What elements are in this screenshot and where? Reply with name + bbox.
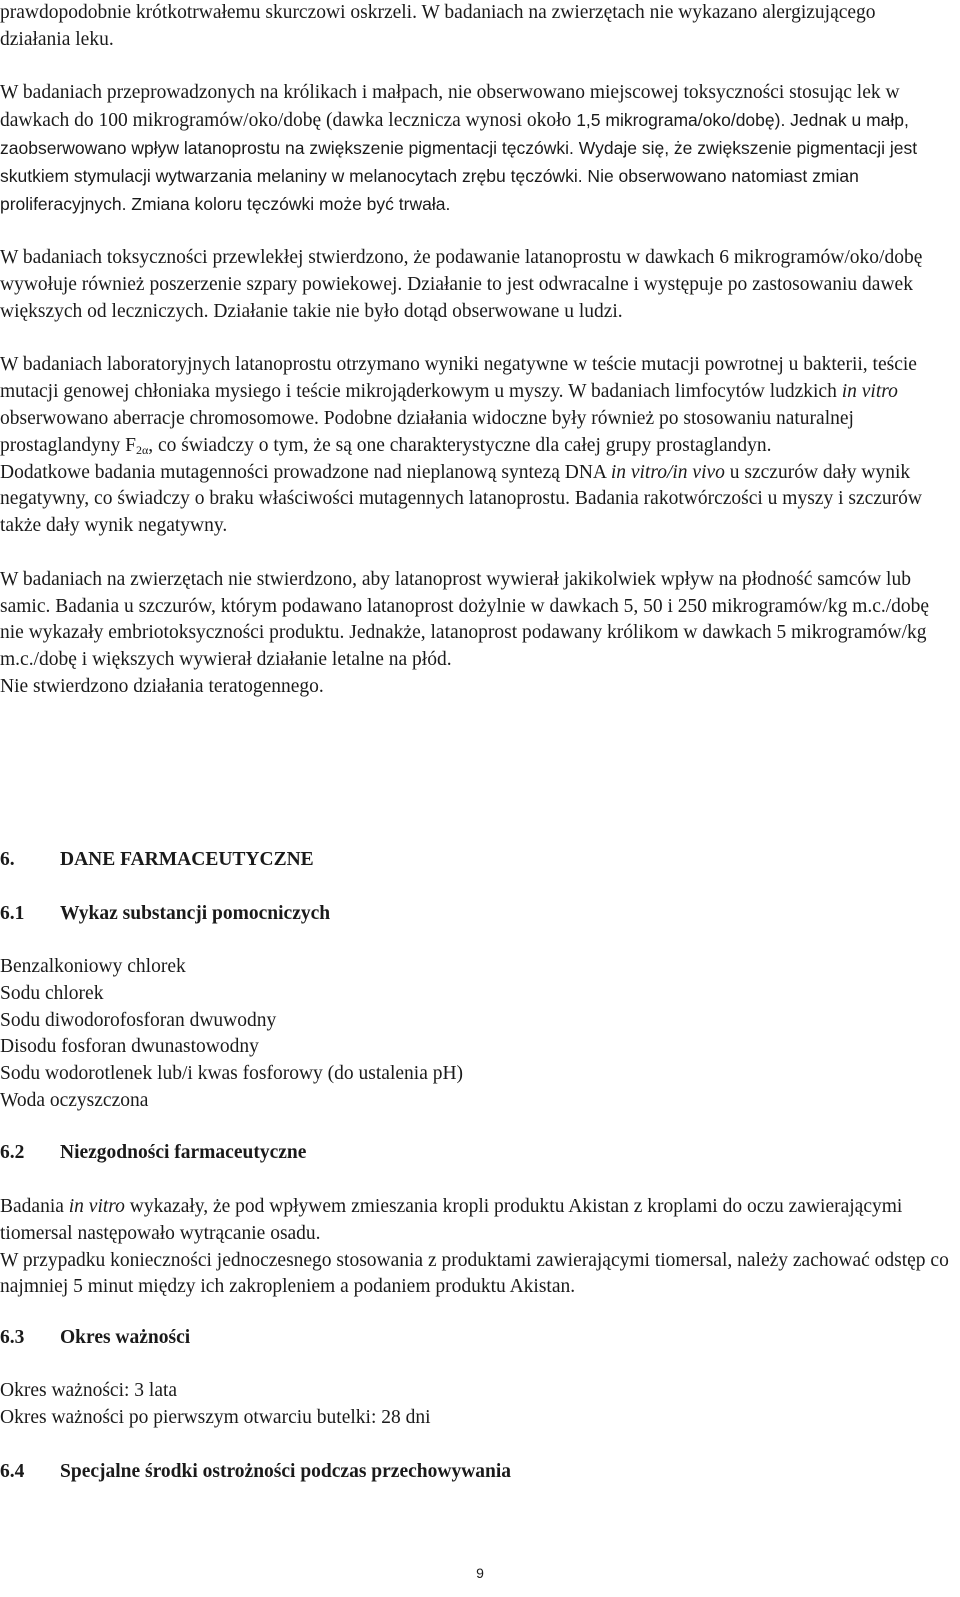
section-6-3-heading — [0, 1325, 950, 1352]
shelf-life-line: Okres ważności: 3 lata — [0, 1380, 178, 1401]
section-6-title: DANE FARMACEUTYCZNE — [60, 849, 314, 870]
section-6-1-title: Wykaz substancji pomocniczych — [60, 903, 331, 924]
section-6-4-heading — [0, 1459, 950, 1486]
paragraph-incompatibility — [0, 1194, 950, 1248]
excipients-list — [0, 954, 950, 1115]
list-item: Sodu wodorotlenek lub/i kwas fosforowy (do ustalenia pH) — [0, 1063, 464, 1085]
section-6-2-heading — [0, 1140, 950, 1167]
section-6-heading — [0, 847, 950, 874]
paragraph-fertility: W badaniach na zwierzętach nie stwierdzono, aby latanoprost wywierał jakikolwiek wpływ na płodność samców lub samic. Badania u szczurów, którym podawano latanoprost dożylnie w dawkach 5, 50 i 250 mikrogramów/kg m.c./dobę nie wykazały embriotoksyczności produktu. Jednakże, latanoprost podawany królikom w dawkach 5 mikrogramów/kg m.c./dobę i większych wywierał działanie letalne na płód. — [0, 568, 930, 671]
page-number: 9 — [476, 1565, 484, 1581]
section-6-3-number: 6.3 — [0, 1327, 25, 1348]
paragraph-thiomersal: W przypadku konieczności jednoczesnego stosowania z produktami zawierającymi tiomersal, należy zachować odstęp co najmniej 5 minut między ich zakropleniem a podaniem produktu Akistan. — [0, 1249, 949, 1298]
paragraph-local-toxicity-part1: W badaniach przeprowadzonych na królikach i małpach, nie obserwowano miejscowej toksyczności stosując lek w dawkach do 100 mikrogramów/oko/dobę (dawka lecznicza wynosi około — [0, 82, 900, 132]
section-6-1-heading — [0, 901, 950, 928]
dna-part2: u szczurów dały wynik negatywny, co świadczy o braku właściwości mutagennych latanoprostu. Badania rakotwórczości u myszy i szczurów także dały wynik negatywny. — [0, 461, 922, 537]
paragraph-chronic-toxicity: W badaniach toksyczności przewlekłej stwierdzono, że podawanie latanoprostu w dawkach 6 mikrogramów/oko/dobę wywołuje również poszerzenie szpary powiekowej. Działanie to jest odwracalne i występuje po zastosowaniu dawek większych od leczniczych. Działanie takie nie było dotąd obserwowane u ludzi. — [0, 247, 923, 322]
shelf-life-opened-line: Okres ważności po pierwszym otwarciu butelki: 28 dni — [0, 1406, 431, 1428]
list-item: Sodu diwodorofosforan dwuwodny — [0, 1009, 277, 1031]
list-item: Sodu chlorek — [0, 982, 104, 1004]
dna-part1: Dodatkowe badania mutagenności prowadzone nad nieplanową syntezą DNA — [0, 461, 611, 483]
section-6-1-number: 6.1 — [0, 903, 25, 924]
section-6-2-number: 6.2 — [0, 1142, 25, 1163]
list-item: Woda oczyszczona — [0, 1089, 149, 1111]
shelf-life-text — [0, 1378, 950, 1432]
list-item: Disodu fosforan dwunastowodny — [0, 1036, 259, 1058]
incompatibilities-text — [0, 1194, 950, 1301]
paragraph-allergy: prawdopodobnie krótkotrwałemu skurczowi oskrzeli. W badaniach na zwierzętach nie wykazano alergizującego działania leku. — [0, 2, 876, 50]
pharmacology-text — [0, 0, 950, 701]
section-6-3-title: Okres ważności — [60, 1327, 191, 1348]
list-item: Benzalkoniowy chlorek — [0, 956, 186, 977]
mutagenicity-subscript: 2α — [135, 442, 149, 457]
paragraph-local-toxicity — [0, 80, 950, 218]
section-6-4-number: 6.4 — [0, 1461, 25, 1482]
mutagenicity-part3: , co świadczy o tym, że są one charakterystyczne dla całej grupy prostaglandyn. — [148, 434, 772, 456]
mutagenicity-italic: in vitro — [841, 381, 898, 403]
incompat-part1: Badania — [0, 1196, 69, 1217]
paragraph-mutagenicity — [0, 352, 950, 459]
paragraph-dna-synthesis — [0, 460, 950, 540]
dna-italic: in vitro/in vivo — [610, 461, 725, 483]
mutagenicity-part2: obserwowano aberracje chromosomowe. Podobne działania widoczne były również po stosowaniu naturalnej prostaglandyny F — [0, 407, 854, 456]
section-6-2-title: Niezgodności farmaceutyczne — [60, 1142, 307, 1163]
paragraph-teratogenicity: Nie stwierdzono działania teratogennego. — [0, 675, 324, 697]
section-6-4-title: Specjalne środki ostrożności podczas przechowywania — [60, 1461, 512, 1482]
section-6-number: 6. — [0, 849, 15, 870]
paragraph-local-toxicity-part2: 1,5 mikrograma/oko/dobę). Jednak u małp, zaobserwowano wpływ latanoprostu na zwiększenie pigmentacji tęczówki. Wydaje się, że zwiększenie pigmentacji jest skutkiem stymulacji wytwarzania melaniny w melanocytach zrębu tęczówki. Nie obserwowano natomiast zmian proliferacyjnych. Zmiana koloru tęczówki może być trwała. — [0, 110, 918, 214]
mutagenicity-part1: W badaniach laboratoryjnych latanoprostu otrzymano wyniki negatywne w teście mutacji powrotnej u bakterii, teście mutacji genowej chłoniaka mysiego i teście mikrojąderkowym u myszy. W badaniach limfocytów ludzkich — [0, 354, 917, 403]
incompat-part2: wykazały, że pod wpływem zmieszania kropli produktu Akistan z kroplami do oczu zawierającymi tiomersal następowało wytrącanie osadu. — [0, 1196, 903, 1244]
incompat-italic: in vitro — [68, 1196, 125, 1217]
